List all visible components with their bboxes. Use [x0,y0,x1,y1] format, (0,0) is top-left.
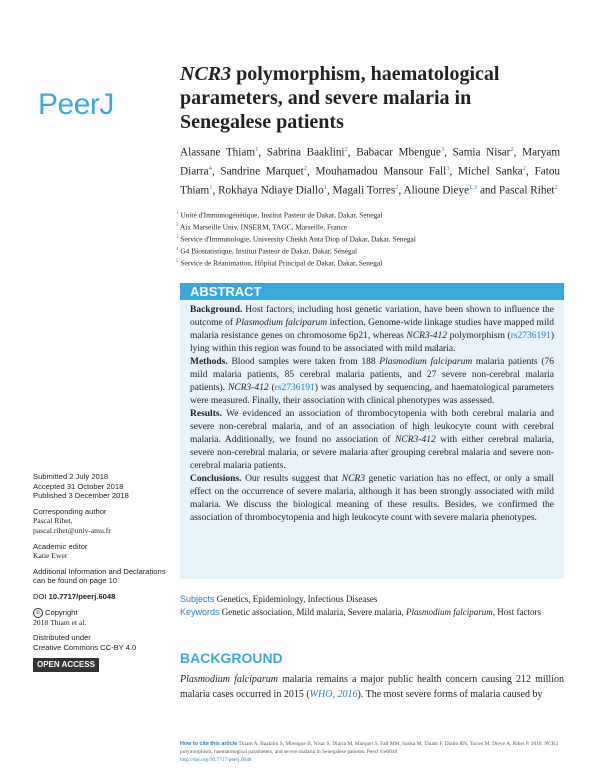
author-affiliation-ref: 1,3 [469,184,478,192]
background-text-1: Host factors, including host genetic variation, have been shown to influence the outcome of [190,305,554,328]
author-affiliation-ref: 2 [510,146,514,153]
keywords-text-1: Genetic association, Mild malaria, Severe malaria, [221,607,406,617]
doi-line [33,592,168,602]
subjects-line [180,593,564,605]
author-affiliation-ref: 1 [209,184,213,192]
results-text-1: We evidenced an association of thrombocytopenia with both cerebral malaria and severe non-cerebral malaria, and of an association of high leukocyte count with cerebral malaria. Additionally, we found no association of [190,409,554,445]
keywords-line [180,606,564,618]
submitted-date: Submitted 2 July 2018 [33,472,109,481]
distribution-label: Distributed under [33,633,91,643]
author-name: Babacar Mbengue [356,146,441,159]
title-rest: polymorphism, haematological parameters, and severe malaria in Senegalese patients [180,63,500,133]
peerj-logo: PeerJ [38,88,114,121]
results-gene: NCR3-412 [395,435,436,445]
author-affiliation-ref: 2 [303,165,307,173]
license-link[interactable]: Creative Commons CC-BY 4.0 [33,642,137,652]
author-affiliation-ref: 1 [323,184,327,192]
results-label: Results. [190,409,222,419]
methods-label: Methods. [190,357,228,367]
methods-text-4: ) was analysed by sequencing, and haematological parameters were measured. Finally, their association with clinical phenotypes was assessed. [190,383,554,406]
accepted-date: Accepted 31 October 2018 [33,481,124,491]
author-name: Maryam Diarra [180,146,561,178]
keywords-label: Keywords [180,607,220,617]
affiliation-text: Service d'Immunologie, University Cheikh Anta Diop of Dakar, Dakar, Senegal [178,234,416,244]
author-affiliation-ref: 2 [395,184,399,192]
abstract-heading: ABSTRACT [180,283,564,300]
copyright-icon: © [33,608,43,618]
author-affiliation-ref: 1 [255,146,259,153]
conclusions-text-1: Our results suggest that [241,474,342,484]
article-title [180,62,540,134]
copyright-line [33,608,168,618]
citation-url[interactable]: http://doi.org/10.7717/peerj.6048 [180,757,252,763]
author-affiliation-ref: 2 [344,146,348,153]
author-name: Sandrine Marquet [220,165,304,178]
author-affiliation-ref: 3 [446,165,450,173]
corresponding-author-name: Pascal Rihet, [33,516,73,526]
corresponding-author-email[interactable]: pascal.rihet@univ-amu.fr [33,525,111,535]
affiliation-number: 1 [176,211,179,216]
affiliation-item [176,233,556,245]
subjects-text: Genetics, Epidemiology, Infectious Diseases [216,594,378,604]
author-name: Pascal Rihet [498,185,555,198]
author-list: Alassane Thiam$^1$, Sabrina Baaklini$^2$, Babacar Mbengue$^3$, Samia Nisar$^2$, Maryam Diarra$^4$, Sandrine Marquet$^2$, Mouhamadou Mansour Fall$^3$, Michel Sanka$^2$, Fatou Thiam$^1$, Rokhaya Ndiaye Diallo$^1$, Magali Torres$^2$, Alioune Dieye$^{1,3}$ and Pascal Rihet$^2$ [180,146,561,198]
affiliation-text: G4 Biostatistique, Institut Pasteur de Dakar, Dakar, Sénégal [178,246,358,256]
title-gene: NCR3 [180,63,232,85]
methods-rs-link[interactable]: rs2736191 [274,383,315,393]
author-affiliation-ref: 4 [208,165,212,173]
abstract-results [190,408,554,473]
methods-text-1: Blood samples were taken from 188 [227,357,380,367]
results-text-2: with either cerebral malaria, severe non-cerebral malaria, or severe malaria after grouping cerebral malaria and severe non-cerebral malaria patients. [190,435,554,471]
corresponding-author-label: Corresponding author [33,506,107,516]
author-name: Alioune Dieye [403,185,470,198]
background-gene: NCR3-412 [406,331,448,341]
affiliation-item [176,257,556,269]
keywords-text-2: , Host factors [492,607,541,617]
author-name: Sabrina Baaklini [266,146,345,159]
affiliation-number: 3 [176,235,179,241]
open-access-badge: OPEN ACCESS [33,658,99,672]
author-name: Mouhamadou Mansour Fall [315,165,447,178]
subjects-label: Subjects [180,594,215,604]
background-text-2: infection. Genome-wide linkage studies have mapped mild malaria resistance genes on chromosome 6p21, whereas [190,318,554,341]
background-label: Background. [190,305,243,315]
author-name: Samia Nisar [452,146,511,159]
article-sidebar [33,472,168,672]
affiliation-number: 4 [176,247,179,253]
affiliation-item [176,221,556,233]
copyright-holder: 2018 Thiam et al. [33,617,87,627]
citation-text: Thiam A, Baaklini S, Mbengue B, Nisar S, Diarra M, Marquet S, Fall MM, Sanka M, Thiam F, Diallo RN, Torres M, Dieye A, Rihet P. 2018. NCR3 polymorphism, haematological parameters, and severe malaria in Senegalese patients. PeerJ 6:e6048 [180,741,559,755]
abstract-background [190,304,554,356]
authors-and: and [479,185,497,198]
copyright-label: Copyright [45,607,78,617]
affiliation-number: 5 [176,259,179,265]
background-paragraph [180,672,564,702]
methods-text-2: malaria patients (76 mild malaria patients, 85 cerebral malaria patients, and 27 severe non-cerebral malaria patients). [190,357,554,393]
affiliation-item [176,209,556,221]
affiliation-text: Aix Marseille Univ, INSERM, TAGC, Marseille, France [178,222,348,232]
author-name: Magali Torres [332,185,396,198]
conclusions-label: Conclusions. [190,474,242,484]
academic-editor-label: Academic editor [33,541,88,551]
background-heading: BACKGROUND [180,650,283,666]
affiliation-text: Unité d'Immunogénétique, Institut Pasteur de Dakar, Dakar, Senegal [178,210,383,220]
methods-gene: NCR3-412 [227,383,269,393]
affiliation-text: Service de Réanimation, Hôpital Principal de Dakar, Dakar, Senegal [178,258,383,268]
citation-label: How to cite this article [180,741,238,747]
conclusions-gene: NCR3 [341,474,365,484]
affiliation-list [176,209,556,269]
abstract-box [180,283,564,579]
author-affiliation-ref: 3 [440,146,445,153]
bg-citation-link[interactable]: WHO, 2016 [309,689,358,700]
author-name: Michel Sanka [458,165,523,178]
published-date: Published 3 December 2018 [33,491,129,501]
conclusions-text-2: genetic variation has no effect, or only a small effect on the occurrence of severe malaria, although it has been strongly associated with mild malaria. We discuss the biological meaning of these results. Besides, we confirmed the association of thrombocytopenia and high leukocyte count with severe malaria phenotypes. [190,474,554,523]
citation-footer [180,740,564,764]
abstract-body [180,300,564,525]
bg-text-2: ). The most severe forms of malaria caused by [357,689,543,700]
background-text-3: polymorphism ( [447,331,511,341]
doi-label: DOI [33,591,47,601]
background-species: Plasmodium falciparum [235,318,328,328]
author-name: Rokhaya Ndiaye Diallo [218,185,324,198]
background-rs-link[interactable]: rs2736191 [510,331,551,341]
additional-info-link[interactable]: Additional Information and Declarations can be found on page 10 [33,566,166,586]
abstract-methods [190,356,554,408]
keywords-species: Plasmodium falciparum [405,607,493,617]
affiliation-number: 2 [176,223,179,229]
academic-editor-name: Katie Ewer [33,551,68,561]
author-affiliation-ref: 2 [522,165,527,173]
author-name: Fatou Thiam [180,165,561,198]
affiliation-item [176,245,556,257]
background-text-4: ) lying within this region was found to be associated with mild malaria. [190,331,554,354]
author-name: Alassane Thiam [180,146,256,159]
methods-text-3: ( [268,383,275,393]
methods-species: Plasmodium falciparum [379,357,473,367]
abstract-conclusions [190,473,554,525]
bg-species: Plasmodium falciparum [180,674,278,685]
author-affiliation-ref: 2 [554,184,558,192]
bg-text-1: malaria remains a major public health concern causing 212 million malaria cases occurred in 2015 ( [180,674,564,700]
doi-link[interactable]: 10.7717/peerj.6048 [48,591,116,601]
